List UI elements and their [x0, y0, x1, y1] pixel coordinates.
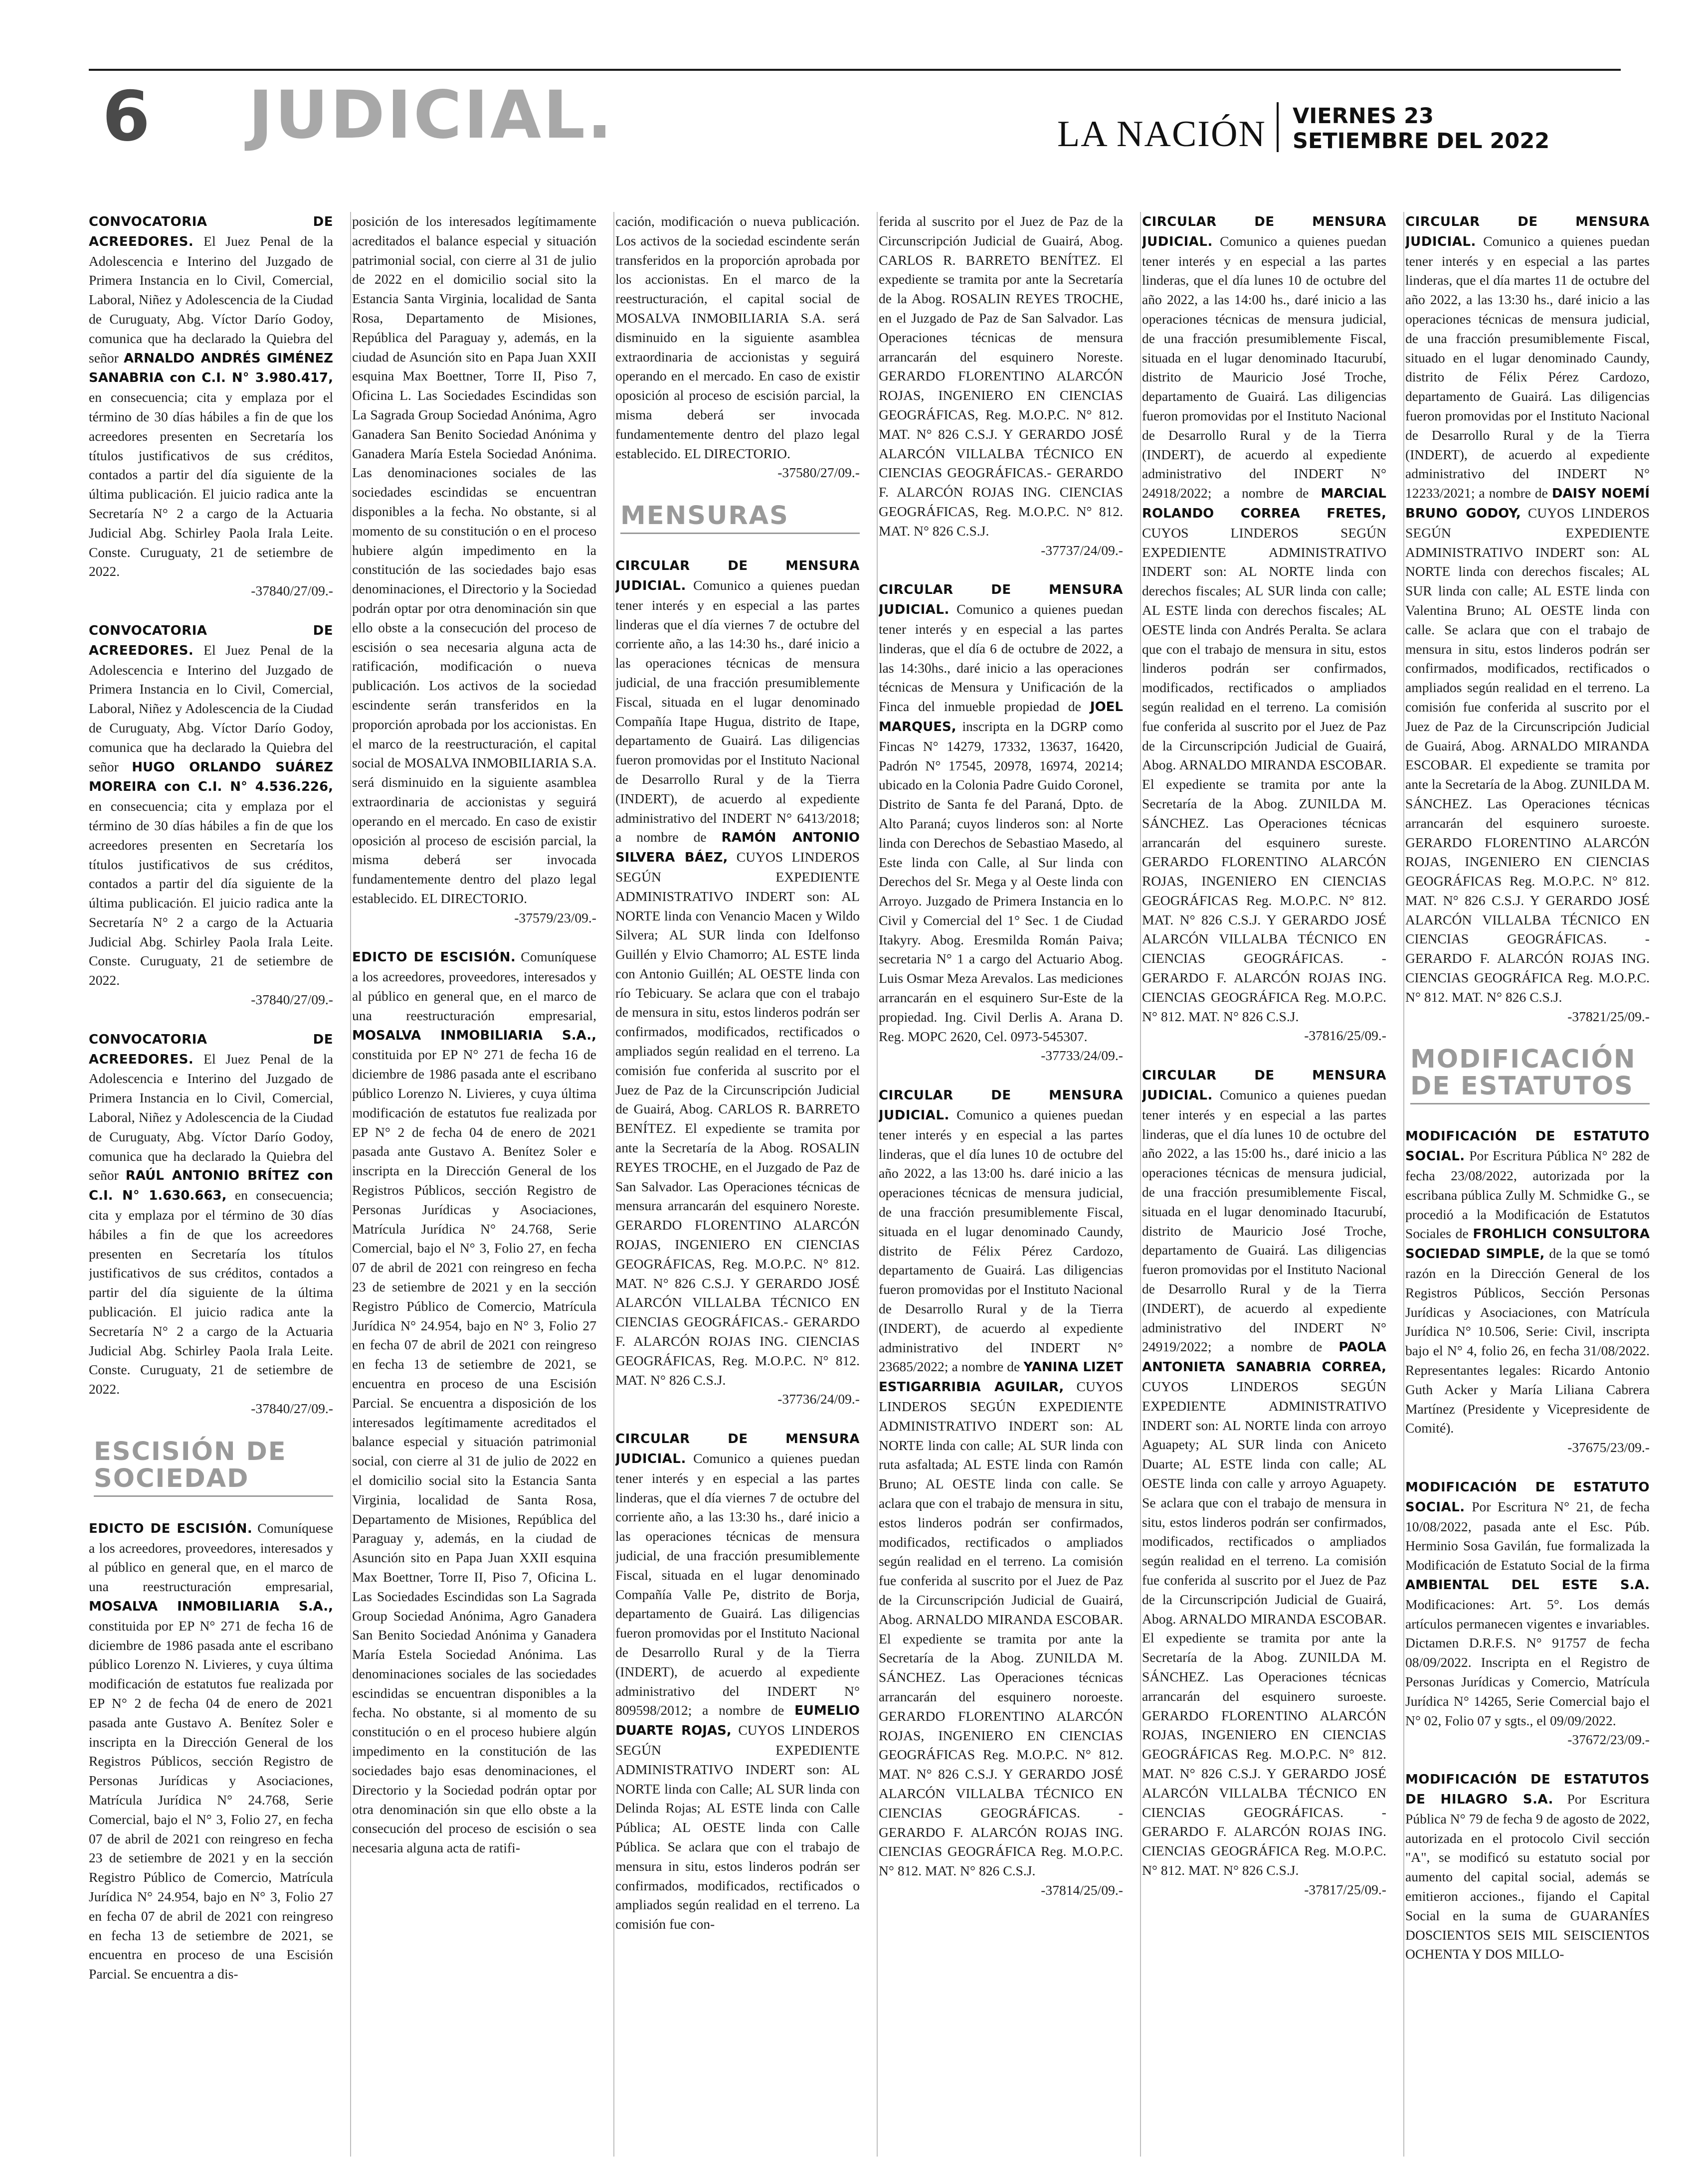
notice-heading: EDICTO DE ESCISIÓN.	[352, 950, 516, 965]
notice-heading: CONVOCATORIA DE ACREEDORES.	[89, 1032, 333, 1067]
notice	[1405, 212, 1650, 1026]
notice	[615, 556, 860, 1409]
notice-text: Por Escritura N° 21, de fecha 10/08/2022, pasada ante el Esc. Púb. Herminio Sosa Gavilán, fue formalizada la Modificación de Estatuto Social de la firma	[1405, 1498, 1650, 1573]
notice-text: CUYOS LINDEROS SEGÚN EXPEDIENTE ADMINISTRATIVO INDERT son: AL NORTE linda con Venancio Macen y Wildo Silvera; AL SUR linda con Idelfonso Guillén y Elvio Chamorro; AL ESTE linda con Antonio Guillén; AL OESTE linda con río Tebicuary. Se aclara que con el trabajo de mensura in situ, estos linderos podrán ser confirmados, modificados, rectificados o ampliados según realidad en el terreno. La comisión fue conferida al suscrito por el Juez de Paz de la Circunscripción Judicial de Guairá, Abog. CARLOS R. BARRETO BENÍTEZ. El expediente se tramita por ante la Secretaría de la Abog. ROSALIN REYES TROCHE, en el Juzgado de Paz de San Salvador. Las Operaciones técnicas de mensura arrancarán del esquinero Noreste. GERARDO FLORENTINO ALARCÓN ROJAS, INGENIERO EN CIENCIAS GEOGRÁFICAS, Reg. M.O.P.C. N° 812. MAT. N° 826 C.S.J. Y GERARDO JOSÉ ALARCÓN VILLALBA TÉCNICO EN CIENCIAS GEOGRÁFICAS.- GERARDO F. ALARCÓN ROJAS ING. CIENCIAS GEOGRÁFICAS, Reg. M.O.P.C. N° 812. MAT. N° 826 C.S.J.	[615, 849, 860, 1388]
masthead-divider	[1277, 102, 1279, 152]
notice-party: RAMÓN ANTONIO SILVERA BÁEZ,	[615, 830, 860, 866]
notice	[89, 212, 333, 601]
notice-ref: -37817/25/09.-	[1304, 1881, 1386, 1897]
notice-party: FROHLICH CONSULTORA SOCIEDAD SIMPLE,	[1405, 1227, 1650, 1262]
notice-party: MARCIAL ROLANDO CORREA FRETES,	[1142, 486, 1386, 521]
section-heading: MENSURAS	[620, 503, 860, 534]
notice-text: El Juez Penal de la Adolescencia e Interino del Juzgado de Primera Instancia en lo Civil, Comercial, Laboral, Niñez y Adolescencia de la Ciudad de Curuguaty, Abg. Víctor Darío Godoy, comunica que ha declarado la Quiebra del señor	[89, 642, 333, 774]
notice	[879, 580, 1123, 1066]
notice-heading: CONVOCATORIA DE ACREEDORES.	[89, 214, 333, 249]
notice-text: constituida por EP N° 271 de fecha 16 de diciembre de 1986 pasada ante el escribano público Lorenzo N. Livieres, y cuya última modificación de estatutos fue realizada por EP N° 2 de fecha 04 de enero de 2021 pasada ante Gustavo A. Benítez Soler e inscripta en la Dirección General de los Registros Públicos, sección Registro de Personas Jurídicas y Asociaciones, Matrícula Jurídica N° 24.768, Serie Comercial, bajo el N° 3, Folio 27, en fecha 07 de abril de 2021 con reingreso en fecha 23 de setiembre de 2021 y en la sección Registro Público de Comercio, Matrícula Jurídica N° 24.954, bajo en N° 3, Folio 27 en fecha 07 de abril de 2021 con reingreso en fecha 13 de setiembre de 2021, se encuentra en proceso de una Escisión Parcial. Se encuentra a disposición de los interesados legítimamente acreditados el balance especial y situación patrimonial social, con cierre al 31 de julio de 2022 en el domicilio social sito la Estancia Santa Virginia, localidad de Santa Rosa, Departamento de Misiones, República del Paraguay y, además, en la ciudad de Asunción sito en Papa Juan XXII esquina Max Boettner, Torre II, Piso 7, Oficina L. Las Sociedades Escindidas son La Sagrada Group Sociedad Anónima, Agro Ganadera San Benito Sociedad Anónima y Ganadera María Estela Sociedad Anónima. Las denominaciones sociales de las sociedades escindidas se encuentran disponibles a la fecha. No obstante, si al momento de su constitución o en el proceso hubiere algún impedimento en la constitución de las sociedades bajo esas denominaciones, el Directorio y la Sociedad podrán optar por otra denominación sin que ello obste a la consecución del proceso de escisión o sea necesaria alguna acta de ratifi-	[352, 1047, 596, 1856]
notice-ref: -37672/23/09.-	[1567, 1732, 1650, 1748]
notice	[352, 947, 596, 1857]
notice-ref: -37736/24/09.-	[777, 1391, 860, 1407]
notice-party: MOSALVA INMOBILIARIA S.A.,	[89, 1599, 333, 1614]
notice-heading: CIRCULAR DE MENSURA JUDICIAL.	[1142, 1068, 1386, 1103]
notice-text: Comunico a quienes puedan tener interés y en especial a las partes linderas que el día viernes 7 de octubre del corriente año, a las 14:30 hs., daré inicio a las operaciones técnicas de mensura judicial, de una fracción presumiblemente Fiscal, situada en el lugar denominado Compañía Itape Hugua, distrito de Itape, departamento de Guairá. Las diligencias fueron promovidas por el Instituto Nacional de Desarrollo Rural y de la Tierra (INDERT), de acuerdo al expediente administrativo del INDERT N° 6413/2018; a nombre de	[615, 577, 860, 845]
notice-ref: -37840/27/09.-	[251, 1401, 333, 1417]
notice-text: CUYOS LINDEROS SEGÚN EXPEDIENTE ADMINISTRATIVO INDERT son: AL NORTE linda con derechos fiscales; AL SUR linda con calle; AL ESTE linda con derechos fiscales; AL OESTE linda con Andrés Peralta. Se aclara que con el trabajo de mensura in situ, estos linderos podrán ser confirmados, modificados, rectificados o ampliados según realidad en el terreno. La comisión fue conferida al suscrito por el Juez de Paz de la Circunscripción Judicial de Guairá, Abog. ARNALDO MIRANDA ESCOBAR. El expediente se tramita por ante la Secretaría de la Abog. ZUNILDA M. SÁNCHEZ. Las Operaciones técnicas arrancarán del esquinero sureste. GERARDO FLORENTINO ALARCÓN ROJAS, INGENIERO EN CIENCIAS GEOGRÁFICAS Reg. M.O.P.C. N° 812. MAT. N° 826 C.S.J. Y GERARDO JOSÉ ALARCÓN VILLALBA TÉCNICO EN CIENCIAS GEOGRÁFICAS. - GERARDO F. ALARCÓN ROJAS ING. CIENCIAS GEOGRÁFICA Reg. M.O.P.C. N° 812. MAT. N° 826 C.S.J.	[1142, 525, 1386, 1024]
notice	[89, 621, 333, 1010]
notice-text: en consecuencia; cita y emplaza por el término de 30 días hábiles a fin de que los acreedores presenten en Secretaría los títulos justificativos de sus créditos, contados a partir del día siguiente de la última publicación. El juicio radica ante la Secretaría N° 2 a cargo de la Actuaria Judicial Abg. Schirley Paola Irala Leite. Conste. Curuguaty, 21 de setiembre de 2022.	[89, 1187, 333, 1397]
notice-heading: CIRCULAR DE MENSURA JUDICIAL.	[1142, 214, 1386, 249]
notice-party: HUGO ORLANDO SUÁREZ MOREIRA con C.I. N° 4.536.226,	[89, 759, 333, 795]
notice-text: Comunico a quienes puedan tener interés y en especial a las partes linderas, que el día lunes 10 de octubre del año 2022, a las 13:00 hs. daré inicio a las operaciones técnicas de mensura judicial, de una fracción presumiblemente Fiscal, situada en el lugar denominado Caundy, distrito de Félix Pérez Cardozo, departamento de Guairá. Las diligencias fueron promovidas por el Instituto Nacional de Desarrollo Rural y de la Tierra (INDERT), de acuerdo al expediente administrativo del INDERT N° 23685/2022; a nombre de	[879, 1107, 1123, 1375]
notice	[615, 212, 860, 483]
notice-text: cación, modificación o nueva publicación. Los activos de la sociedad escindente serán transferidos en la proporción aprobada por los accionistas. En el marco de la reestructuración, el capital social de MOSALVA INMOBILIARIA S.A. será disminuido en la siguiente asamblea extraordinaria de accionistas y seguirá operando en el mercado. En caso de existir oposición al proceso de escisión parcial, la misma deberá ser invocada fundamentemente dentro del plazo legal establecido. EL DIRECTORIO.	[615, 213, 860, 461]
section-heading: MODIFICACIÓN DE ESTATUTOS	[1410, 1046, 1650, 1104]
notice-heading: CIRCULAR DE MENSURA JUDICIAL.	[615, 1432, 860, 1467]
notice	[615, 1429, 860, 1934]
notice-text: Comunico a quienes puedan tener interés y en especial a las partes linderas, que el día lunes 10 de octubre del año 2022, a las 14:00 hs., daré inicio a las operaciones técnicas de mensura judicial, de una fracción presumiblemente Fiscal, situada en el lugar denominado Itacurubí, distrito de Mauricio José Troche, departamento de Guairá. Las diligencias fueron promovidas por el Instituto Nacional de Desarrollo Rural y de la Tierra (INDERT), de acuerdo al expediente administrativo del INDERT N° 24918/2022; a nombre de	[1142, 233, 1386, 501]
notice	[1405, 1770, 1650, 1964]
notice-text: en consecuencia; cita y emplaza por el término de 30 días hábiles a fin de que los acreedores presenten en Secretaría los títulos justificativos de sus créditos, contados a partir del día siguiente de la última publicación. El juicio radica ante la Secretaría N° 2 a cargo de la Actuaria Judicial Abg. Schirley Paola Irala Leite. Conste. Curuguaty, 21 de setiembre de 2022.	[89, 389, 333, 579]
notice	[1405, 1126, 1650, 1457]
column-6	[1405, 212, 1650, 2167]
notice-heading: CIRCULAR DE MENSURA JUDICIAL.	[879, 582, 1123, 618]
page-number: 6	[102, 76, 151, 157]
notice-text: Comunico a quienes puedan tener interés y en especial a las partes linderas, que el día lunes 10 de octubre del año 2022, a las 15:00 hs., daré inicio a las operaciones técnicas de mensura judicial, de una fracción presumiblemente Fiscal, situada en el lugar denominado Itacurubí, distrito de Mauricio José Troche, departamento de Guairá. Las diligencias fueron promovidas por el Instituto Nacional de Desarrollo Rural y de la Tierra (INDERT), de acuerdo al expediente administrativo del INDERT N° 24919/2022; a nombre de	[1142, 1087, 1386, 1355]
notice-text: El Juez Penal de la Adolescencia e Interino del Juzgado de Primera Instancia en lo Civil, Comercial, Laboral, Niñez y Adolescencia de la Ciudad de Curuguaty, Abg. Víctor Darío Godoy, comunica que ha declarado la Quiebra del señor	[89, 1051, 333, 1183]
column-4	[879, 212, 1123, 2167]
column-1	[89, 212, 333, 2167]
notice-party: ARNALDO ANDRÉS GIMÉNEZ SANABRIA con C.I. N° 3.980.417,	[89, 351, 333, 386]
notice-text: Comunico a quienes puedan tener interés y en especial a las partes linderas, que el día 6 de octubre de 2022, a las 14:30hs., daré inicio a las operaciones técnicas de Mensura y Unificación de la Finca del inmueble propiedad de	[879, 601, 1123, 715]
notice-party: YANINA LIZET ESTIGARRIBIA AGUILAR,	[879, 1360, 1123, 1395]
section-title: JUDICIAL.	[248, 77, 614, 154]
notice-heading: CIRCULAR DE MENSURA JUDICIAL.	[879, 1088, 1123, 1123]
notice-text: inscripta en la DGRP como Fincas N° 14279, 17332, 13637, 16420, Padrón N° 17545, 20978, 16974, 20214; ubicado en la Colonia Padre Guido Coronel, Distrito de Santa fe del Paraná, Dpto. de Alto Paraná; cuyos linderos son: al Norte linda con Derechos de Sebastiao Masedo, al Este linda con Calle, al Sur linda con Derechos del Sr. Mega y al Oeste linda con Arroyo. Juzgado de Primera Instancia en lo Civil y Comercial del 1° Sec. 1 de Ciudad Itakyry. Abog. Eresmilda Román Paiva; secretaria N° 1 a cargo del Actuario Abog. Luis Osmar Meza Arevalos. Las mediciones arrancarán en el esquinero Sur-Este de la propiedad. Ing. Civil Derlis A. Arana D. Reg. MOPC 2620, Cel. 0973-545307.	[879, 718, 1123, 1044]
newspaper-masthead: LA NACIÓN	[1057, 114, 1266, 155]
notice-heading: MODIFICACIÓN DE ESTATUTOS DE HILAGRO S.A.	[1405, 1772, 1650, 1807]
notice-party: DAISY NOEMÍ BRUNO GODOY,	[1405, 486, 1650, 521]
section-heading: ESCISIÓN DE SOCIEDAD	[94, 1439, 333, 1497]
notice-text: constituida por EP N° 271 de fecha 16 de diciembre de 1986 pasada ante el escribano público Lorenzo N. Livieres, y cuya última modificación de estatutos fue realizada por EP N° 2 de fecha 04 de enero de 2021 pasada ante Gustavo A. Benítez Soler e inscripta en la Dirección General de los Registros Públicos, sección Registro de Personas Jurídicas y Asociaciones, Matrícula Jurídica N° 24.768, Serie Comercial, bajo el N° 3, Folio 27, en fecha 07 de abril de 2021 con reingreso en fecha 23 de setiembre de 2021 y en la sección Registro Público de Comercio, Matrícula Jurídica N° 24.954, bajo en N° 3, Folio 27 en fecha 07 de abril de 2021 con reingreso en fecha 13 de setiembre de 2021, se encuentra en proceso de una Escisión Parcial. Se encuentra a dis-	[89, 1618, 333, 1982]
notice-ref: -37840/27/09.-	[251, 992, 333, 1008]
notice-heading: MODIFICACIÓN DE ESTATUTO SOCIAL.	[1405, 1480, 1650, 1515]
notice	[352, 212, 596, 927]
notice-text: Comuníquese a los acreedores, proveedores, interesados y al público en general que, en el marco de una reestructuración empresarial,	[89, 1520, 333, 1595]
notice-text: ferida al suscrito por el Juez de Paz de la Circunscripción Judicial de Guairá, Abog. CARLOS R. BARRETO BENÍTEZ. El expediente se tramita por ante la Secretaría de la Abog. ROSALIN REYES TROCHE, en el Juzgado de Paz de San Salvador. Las Operaciones técnicas de mensura arrancarán del esquinero Noreste. GERARDO FLORENTINO ALARCÓN ROJAS, INGENIERO EN CIENCIAS GEOGRÁFICAS, Reg. M.O.P.C. N° 812. MAT. N° 826 C.S.J. Y GERARDO JOSÉ ALARCÓN VILLALBA TÉCNICO EN CIENCIAS GEOGRÁFICAS.- GERARDO F. ALARCÓN ROJAS ING. CIENCIAS GEOGRÁFICAS, Reg. M.O.P.C. N° 812. MAT. N° 826 C.S.J.	[879, 213, 1123, 539]
notice-text: CUYOS LINDEROS SEGÚN EXPEDIENTE ADMINISTRATIVO INDERT son: AL NORTE linda con derechos fiscales; AL SUR linda con calle; AL ESTE linda con Valentina Bruno; AL OESTE linda con calle. Se aclara que con el trabajo de mensura in situ, estos linderos podrán ser confirmados, modificados, rectificados o ampliados según realidad en el terreno. La comisión fue conferida al suscrito por el Juez de Paz de la Circunscripción Judicial de Guairá, Abog. ARNALDO MIRANDA ESCOBAR. El expediente se tramita por ante la Secretaría de la Abog. ZUNILDA M. SÁNCHEZ. Las Operaciones técnicas arrancarán del esquinero suroeste. GERARDO FLORENTINO ALARCÓN ROJAS, INGENIERO EN CIENCIAS GEOGRÁFICAS Reg. M.O.P.C. N° 812. MAT. N° 826 C.S.J. Y GERARDO JOSÉ ALARCÓN VILLALBA TÉCNICO EN CIENCIAS GEOGRÁFICAS. - GERARDO F. ALARCÓN ROJAS ING. CIENCIAS GEOGRÁFICA Reg. M.O.P.C. N° 812. MAT. N° 826 C.S.J.	[1405, 505, 1650, 1005]
column-2	[352, 212, 596, 2167]
notice-ref: -37814/25/09.-	[1041, 1882, 1123, 1898]
notice-party: AMBIENTAL DEL ESTE S.A.	[1405, 1578, 1650, 1593]
notice-party: EUMELIO DUARTE ROJAS,	[615, 1703, 860, 1739]
page-columns	[89, 212, 1650, 2167]
notice	[89, 1519, 333, 1984]
notice-text: CUYOS LINDEROS SEGÚN EXPEDIENTE ADMINISTRATIVO INDERT son: AL NORTE linda con Calle; AL SUR linda con Delinda Rojas; AL ESTE linda con Calle Pública; AL OESTE linda con Calle Pública. Se aclara que con el trabajo de mensura in situ, estos linderos podrán ser confirmados, modificados, rectificados o ampliados según realidad en el terreno. La comisión fue con-	[615, 1722, 860, 1932]
notice-text: Por Escritura Pública N° 79 de fecha 9 de agosto de 2022, autorizada en el protocolo Civil sección "A", se modificó su estatuto social por aumento del capital social, además se emitieron acciones., fijando el Capital Social en la suma de GUARANÍES DOSCIENTOS SEIS MIL SEISCIENTOS OCHENTA Y DOS MILLO-	[1405, 1791, 1650, 1962]
notice-text: CUYOS LINDEROS SEGÚN EXPEDIENTE ADMINISTRATIVO INDERT son: AL NORTE linda con arroyo Aguapety; AL SUR linda con Aniceto Duarte; AL ESTE linda con calle; AL OESTE linda con calle y arroyo Aguapety. Se aclara que con el trabajo de mensura in situ, estos linderos podrán ser confirmados, modificados, rectificados o ampliados según realidad en el terreno. La comisión fue conferida al suscrito por el Juez de Paz de la Circunscripción Judicial de Guairá, Abog. ARNALDO MIRANDA ESCOBAR. El expediente se tramita por ante la Secretaría de la Abog. ZUNILDA M. SÁNCHEZ. Las Operaciones técnicas arrancarán del esquinero suroeste. GERARDO FLORENTINO ALARCÓN ROJAS, INGENIERO EN CIENCIAS GEOGRÁFICAS Reg. M.O.P.C. N° 812. MAT. N° 826 C.S.J. Y GERARDO JOSÉ ALARCÓN VILLALBA TÉCNICO EN CIENCIAS GEOGRÁFICAS. - GERARDO F. ALARCÓN ROJAS ING. CIENCIAS GEOGRÁFICA Reg. M.O.P.C. N° 812. MAT. N° 826 C.S.J.	[1142, 1379, 1386, 1878]
notice-ref: -37675/23/09.-	[1567, 1440, 1650, 1455]
column-5	[1142, 212, 1386, 2167]
notice	[1142, 1066, 1386, 1899]
notice-heading: CONVOCATORIA DE ACREEDORES.	[89, 623, 333, 658]
notice-party: JOEL MARQUES,	[879, 700, 1123, 734]
issue-date	[1293, 104, 1549, 154]
notice	[879, 1086, 1123, 1900]
notice-text: Modificaciones: Art. 5°. Los demás artículos permanecen vigentes e invariables. Dictamen D.R.F.S. N° 91757 de fecha 08/09/2022. Inscripta en el Registro de Personas Jurídicas y Comercio, Matrícula Jurídica N° 14265, Serie Comercial bajo el N° 02, Folio 07 y sgts., el 09/09/2022.	[1405, 1596, 1650, 1728]
notice-ref: -37840/27/09.-	[251, 583, 333, 599]
notice	[1142, 212, 1386, 1046]
notice-text: en consecuencia; cita y emplaza por el término de 30 días hábiles a fin de que los acreedores presenten en Secretaría los títulos justificativos de sus créditos, contados a partir del día siguiente de la última publicación. El juicio radica ante la Secretaría N° 2 a cargo de la Actuaria Judicial Abg. Schirley Paola Irala Leite. Conste. Curuguaty, 21 de setiembre de 2022.	[89, 798, 333, 988]
column-3	[615, 212, 860, 2167]
notice-text: Comunico a quienes puedan tener interés y en especial a las partes linderas, que el día viernes 7 de octubre del corriente año, a las 13:30 hs., daré inicio a las operaciones técnicas de mensura judicial, de una fracción presumiblemente Fiscal, situada en el lugar denominado Compañía Valle Pe, distrito de Borja, departamento de Guairá. Las diligencias fueron promovidas por el Instituto Nacional de Desarrollo Rural y de la Tierra (INDERT), de acuerdo al expediente administrativo del INDERT N° 809598/2012; a nombre de	[615, 1451, 860, 1718]
notice-ref: -37737/24/09.-	[1041, 542, 1123, 558]
notice-ref: -37579/23/09.-	[514, 909, 596, 925]
notice-heading: EDICTO DE ESCISIÓN.	[89, 1521, 253, 1536]
notice-ref: -37816/25/09.-	[1304, 1028, 1386, 1044]
notice	[1405, 1477, 1650, 1750]
notice-heading: CIRCULAR DE MENSURA JUDICIAL.	[1405, 214, 1650, 249]
notice-text: posición de los interesados legítimamente acreditados el balance especial y situación patrimonial social, con cierre al 31 de julio de 2022 en el domicilio social sito la Estancia Santa Virginia, localidad de Santa Rosa, Departamento de Misiones, República del Paraguay y, además, en la ciudad de Asunción sito en Papa Juan XXII esquina Max Boettner, Torre II, Piso 7, Oficina L. Las Sociedades Escindidas son La Sagrada Group Sociedad Anónima, Agro Ganadera San Benito Sociedad Anónima y Ganadera María Estela Sociedad Anónima. Las denominaciones sociales de las sociedades escindidas se encuentran disponibles a la fecha. No obstante, si al momento de su constitución o en el proceso hubiere algún impedimento en la constitución de las sociedades bajo esas denominaciones, el Directorio y la Sociedad podrán optar por otra denominación sin que ello obste a la consecución del proceso de escisión o sea necesaria alguna acta de ratificación, modificación o nueva publicación. Los activos de la sociedad escindente serán transferidos en la proporción aprobada por los accionistas. En el marco de la reestructuración, el capital social de MOSALVA INMOBILIARIA S.A. será disminuido en la siguiente asamblea extraordinaria de accionistas y seguirá operando en el mercado. En caso de existir oposición al proceso de escisión parcial, la misma deberá ser invocada fundamentemente dentro del plazo legal establecido. EL DIRECTORIO.	[352, 213, 596, 906]
notice-text: El Juez Penal de la Adolescencia e Interino del Juzgado de Primera Instancia en lo Civil, Comercial, Laboral, Niñez y Adolescencia de la Ciudad de Curuguaty, Abg. Víctor Darío Godoy, comunica que ha declarado la Quiebra del señor	[89, 233, 333, 365]
issue-weekday: VIERNES 23	[1293, 104, 1434, 129]
notice-text: Comuníquese a los acreedores, proveedores, interesados y al público en general que, en el marco de una reestructuración empresarial,	[352, 949, 596, 1023]
notice-ref: -37733/24/09.-	[1041, 1048, 1123, 1064]
notice-heading: CIRCULAR DE MENSURA JUDICIAL.	[615, 558, 860, 593]
notice-text: Comunico a quienes puedan tener interés y en especial a las partes linderas, que el día martes 11 de octubre del año 2022, a las 13:30 hs., daré inicio a las operaciones técnicas de mensura judicial, de una fracción presumiblemente Fiscal, situado en el lugar denominado Caundy, distrito de Félix Pérez Cardozo, departamento de Guairá. Las diligencias fueron promovidas por el Instituto Nacional de Desarrollo Rural y de la Tierra (INDERT), de acuerdo al expediente administrativo del INDERT N° 12233/2021; a nombre de	[1405, 233, 1650, 501]
notice-party: MOSALVA INMOBILIARIA S.A.,	[352, 1028, 596, 1043]
notice-party: PAOLA ANTONIETA SANABRIA CORREA,	[1142, 1340, 1386, 1375]
notice	[89, 1030, 333, 1419]
notice-party: RAÚL ANTONIO BRÍTEZ con C.I. N° 1.630.663,	[89, 1168, 333, 1204]
notice-ref: -37580/27/09.-	[777, 465, 860, 481]
header-rule	[89, 69, 1621, 71]
issue-month-year: SETIEMBRE DEL 2022	[1293, 129, 1550, 154]
notice	[879, 212, 1123, 560]
notice-text: Por Escritura Pública N° 282 de fecha 23/08/2022, autorizada por la escribana pública Zully M. Schmidke G., se procedió a la Modificación de Estatutos Sociales de	[1405, 1148, 1650, 1242]
notice-heading: MODIFICACIÓN DE ESTATUTO SOCIAL.	[1405, 1129, 1650, 1164]
notice-text: CUYOS LINDEROS SEGÚN EXPEDIENTE ADMINISTRATIVO INDERT son: AL NORTE linda con calle; AL SUR linda con ruta asfaltada; AL ESTE linda con Ramón Bruno; AL OESTE linda con calle. Se aclara que con el trabajo de mensura in situ, estos linderos podrán ser confirmados, modificados, rectificados o ampliados según realidad en el terreno. La comisión fue conferida al suscrito por el Juez de Paz de la Circunscripción Judicial de Guairá, Abog. ARNALDO MIRANDA ESCOBAR. El expediente se tramita por ante la Secretaría de la Abog. ZUNILDA M. SÁNCHEZ. Las Operaciones técnicas arrancarán del esquinero noroeste. GERARDO FLORENTINO ALARCÓN ROJAS, INGENIERO EN CIENCIAS GEOGRÁFICAS Reg. M.O.P.C. N° 812. MAT. N° 826 C.S.J. Y GERARDO JOSÉ ALARCÓN VILLALBA TÉCNICO EN CIENCIAS GEOGRÁFICAS. - GERARDO F. ALARCÓN ROJAS ING. CIENCIAS GEOGRÁFICA Reg. M.O.P.C. N° 812. MAT. N° 826 C.S.J.	[879, 1379, 1123, 1879]
notice-ref: -37821/25/09.-	[1567, 1008, 1650, 1024]
notice-text: de la que se tomó razón en la Dirección General de los Registros Públicos, Sección Personas Jurídicas y Asociaciones, con Matrícula Jurídica N° 10.506, Serie: Civil, inscripta bajo el N° 4, folio 26, en fecha 31/08/2022. Representantes legales: Ricardo Antonio Guth Acker y María Liliana Cabrera Martínez (Presidente y Vicepresidente de Comité).	[1405, 1246, 1650, 1436]
